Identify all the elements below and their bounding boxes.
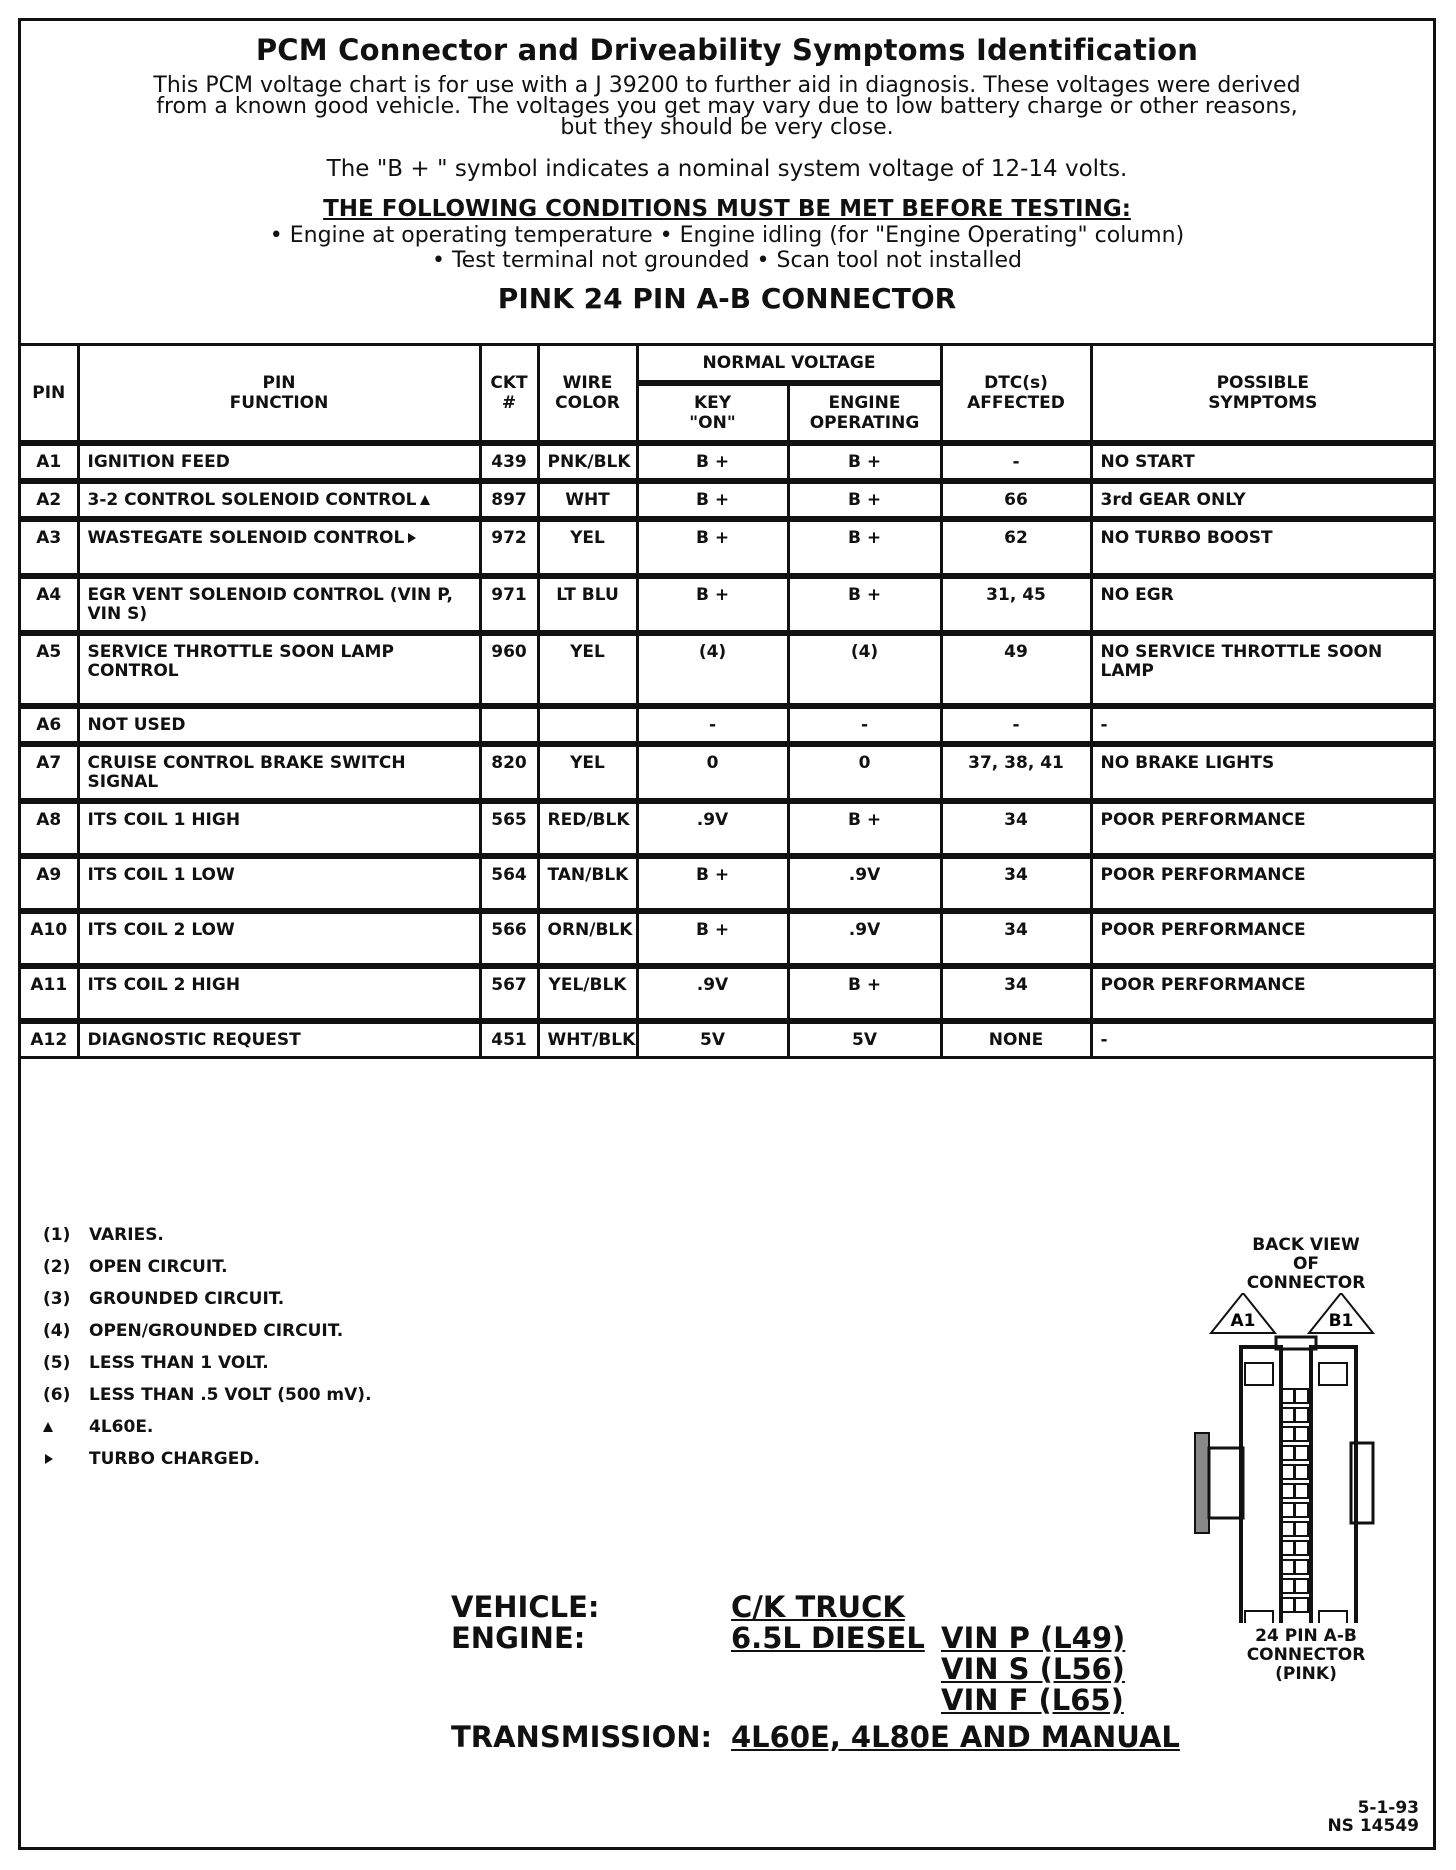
connector-figure xyxy=(1191,1236,1421,1684)
vehicle-value: C/K TRUCK xyxy=(731,1590,905,1624)
cell-pin: A2 xyxy=(21,481,78,519)
cavity-large xyxy=(1245,1363,1273,1385)
pin-cavity xyxy=(1295,1484,1308,1498)
pin-cavity xyxy=(1295,1541,1308,1555)
cell-wire: RED/BLK xyxy=(538,801,637,856)
cell-pin: A6 xyxy=(21,706,78,744)
cell-dtc: 34 xyxy=(941,801,1091,856)
pin-cavity xyxy=(1295,1503,1308,1517)
cell-function: 3-2 CONTROL SOLENOID CONTROL xyxy=(78,481,480,519)
cell-wire: TAN/BLK xyxy=(538,856,637,911)
table-row xyxy=(21,633,1433,706)
cell-key-on: B + xyxy=(637,481,788,519)
intro-line: but they should be very close. xyxy=(560,115,894,140)
cell-key-on: B + xyxy=(637,856,788,911)
vin-p: VIN P (L49) xyxy=(941,1621,1126,1655)
cell-engine: B + xyxy=(788,966,941,1021)
cell-ckt: 564 xyxy=(480,856,538,911)
note-text: OPEN CIRCUIT. xyxy=(89,1257,228,1277)
table-row xyxy=(21,706,1433,744)
cell-pin: A9 xyxy=(21,856,78,911)
intro-line: from a known good vehicle. The voltages you get may vary due to low battery charge or other reasons, xyxy=(156,94,1298,119)
note-item xyxy=(43,1443,372,1475)
cell-pin: A10 xyxy=(21,911,78,966)
cell-ckt: 897 xyxy=(480,481,538,519)
note-mark: (4) xyxy=(43,1321,71,1341)
cell-function: IGNITION FEED xyxy=(78,443,480,481)
col-header-engine-operating: ENGINE OPERATING xyxy=(788,383,941,443)
cell-engine: (4) xyxy=(788,633,941,706)
vin-f: VIN F (L65) xyxy=(941,1683,1124,1717)
col-header-function: PIN FUNCTION xyxy=(78,346,480,443)
pin-cavity xyxy=(1295,1446,1308,1460)
pin-cavity xyxy=(1295,1560,1308,1574)
conditions-line: • Test terminal not grounded • Scan tool not installed xyxy=(431,248,1022,273)
vehicle-label: VEHICLE: xyxy=(451,1590,600,1624)
note-item xyxy=(43,1379,372,1411)
cell-key-on: .9V xyxy=(637,966,788,1021)
transmission-value: 4L60E, 4L80E AND MANUAL xyxy=(731,1720,1180,1754)
cell-key-on: - xyxy=(637,706,788,744)
cell-ckt: 565 xyxy=(480,801,538,856)
note-text: LESS THAN 1 VOLT. xyxy=(89,1353,269,1373)
cell-symptom: NO SERVICE THROTTLE SOON LAMP xyxy=(1091,633,1433,706)
arrow-icon xyxy=(43,1443,89,1475)
note-text: VARIES. xyxy=(89,1225,164,1245)
col-header-normal-voltage: NORMAL VOLTAGE xyxy=(637,346,941,383)
cell-engine: 0 xyxy=(788,744,941,801)
cell-function: NOT USED xyxy=(78,706,480,744)
note-text: 4L60E. xyxy=(89,1417,154,1437)
note-mark: (2) xyxy=(43,1257,71,1277)
cell-dtc: 66 xyxy=(941,481,1091,519)
cell-function: WASTEGATE SOLENOID CONTROL xyxy=(78,519,480,576)
col-header-symptoms: POSSIBLE SYMPTOMS xyxy=(1091,346,1433,443)
note-item xyxy=(43,1411,372,1443)
cell-dtc: - xyxy=(941,443,1091,481)
page-frame xyxy=(18,18,1436,1850)
cell-engine: 5V xyxy=(788,1021,941,1058)
cell-wire: WHT xyxy=(538,481,637,519)
col-header-wire: WIRE COLOR xyxy=(538,346,637,443)
connector-body-right xyxy=(1311,1347,1356,1623)
cell-ckt xyxy=(480,706,538,744)
cell-pin: A5 xyxy=(21,633,78,706)
cell-symptom: POOR PERFORMANCE xyxy=(1091,911,1433,966)
engine-label: ENGINE: xyxy=(451,1621,586,1655)
cell-wire: PNK/BLK xyxy=(538,443,637,481)
cell-key-on: .9V xyxy=(637,801,788,856)
pin-cavity xyxy=(1295,1522,1308,1536)
pin-table xyxy=(21,346,1433,1059)
cell-engine: B + xyxy=(788,519,941,576)
table-row xyxy=(21,856,1433,911)
connector-side-tab xyxy=(1195,1433,1209,1533)
b1-label: B1 xyxy=(1328,1311,1354,1331)
a1-label: A1 xyxy=(1230,1311,1256,1331)
cell-symptom: - xyxy=(1091,706,1433,744)
cell-ckt: 566 xyxy=(480,911,538,966)
cell-pin: A4 xyxy=(21,576,78,633)
table-row xyxy=(21,966,1433,1021)
cell-symptom: POOR PERFORMANCE xyxy=(1091,966,1433,1021)
table-row xyxy=(21,801,1433,856)
cell-symptom: 3rd GEAR ONLY xyxy=(1091,481,1433,519)
triangle-icon xyxy=(43,1411,89,1443)
note-item xyxy=(43,1219,372,1251)
pin-cavity xyxy=(1295,1427,1308,1441)
cell-ckt: 567 xyxy=(480,966,538,1021)
cell-key-on: 5V xyxy=(637,1021,788,1058)
note-mark: (5) xyxy=(43,1353,71,1373)
pin-cavity xyxy=(1295,1579,1308,1593)
cell-engine: .9V xyxy=(788,911,941,966)
pin-cavity xyxy=(1295,1389,1308,1403)
note-text: TURBO CHARGED. xyxy=(89,1449,260,1469)
cell-pin: A3 xyxy=(21,519,78,576)
connector-caption-bottom: 24 PIN A-B CONNECTOR (PINK) xyxy=(1246,1626,1366,1684)
connector-diagram xyxy=(1191,1293,1421,1623)
cell-function: ITS COIL 1 HIGH xyxy=(78,801,480,856)
notes-list xyxy=(43,1219,372,1475)
cell-function: CRUISE CONTROL BRAKE SWITCH SIGNAL xyxy=(78,744,480,801)
note-mark: (3) xyxy=(43,1289,71,1309)
connector-caption-top: BACK VIEW OF CONNECTOR xyxy=(1246,1235,1366,1293)
header xyxy=(21,21,1433,315)
pin-cavity xyxy=(1295,1408,1308,1422)
cell-ckt: 971 xyxy=(480,576,538,633)
table-row xyxy=(21,443,1433,481)
connector-body-left xyxy=(1241,1347,1281,1623)
note-text: GROUNDED CIRCUIT. xyxy=(89,1289,285,1309)
connector-side-clip xyxy=(1209,1448,1243,1518)
cell-ckt: 972 xyxy=(480,519,538,576)
intro-text xyxy=(79,75,1375,138)
pin-cavities xyxy=(1281,1389,1308,1612)
cell-dtc: 49 xyxy=(941,633,1091,706)
footer-doc-id: NS 14549 xyxy=(1327,1816,1419,1836)
cell-function: ITS COIL 1 LOW xyxy=(78,856,480,911)
pin-cavity xyxy=(1295,1465,1308,1479)
triangle-icon xyxy=(420,495,430,505)
cell-function: EGR VENT SOLENOID CONTROL (VIN P, VIN S) xyxy=(78,576,480,633)
note-item xyxy=(43,1347,372,1379)
cell-ckt: 960 xyxy=(480,633,538,706)
cell-wire: ORN/BLK xyxy=(538,911,637,966)
cell-key-on: (4) xyxy=(637,633,788,706)
conditions-heading: THE FOLLOWING CONDITIONS MUST BE MET BEFORE TESTING: xyxy=(323,196,1131,222)
cell-ckt: 820 xyxy=(480,744,538,801)
cavity-large xyxy=(1319,1611,1347,1623)
note-item xyxy=(43,1315,372,1347)
cell-symptom: POOR PERFORMANCE xyxy=(1091,801,1433,856)
note-item xyxy=(43,1251,372,1283)
cell-symptom: NO BRAKE LIGHTS xyxy=(1091,744,1433,801)
cell-key-on: 0 xyxy=(637,744,788,801)
cavity-large xyxy=(1319,1363,1347,1385)
table-row xyxy=(21,576,1433,633)
cell-function: SERVICE THROTTLE SOON LAMP CONTROL xyxy=(78,633,480,706)
cell-ckt: 439 xyxy=(480,443,538,481)
cell-engine: - xyxy=(788,706,941,744)
cell-wire: YEL xyxy=(538,633,637,706)
connector-title: PINK 24 PIN A-B CONNECTOR xyxy=(497,282,957,315)
cell-key-on: B + xyxy=(637,519,788,576)
footer-date: 5-1-93 xyxy=(1357,1798,1419,1818)
arrow-icon xyxy=(408,533,416,543)
note-item xyxy=(43,1283,372,1315)
table-row xyxy=(21,481,1433,519)
page-title: PCM Connector and Driveability Symptoms Identification xyxy=(255,33,1199,67)
cell-key-on: B + xyxy=(637,443,788,481)
cell-pin: A12 xyxy=(21,1021,78,1058)
cell-dtc: 37, 38, 41 xyxy=(941,744,1091,801)
cell-dtc: 34 xyxy=(941,856,1091,911)
table-row xyxy=(21,911,1433,966)
table-row xyxy=(21,519,1433,576)
col-header-key-on: KEY "ON" xyxy=(637,383,788,443)
cell-wire: YEL xyxy=(538,744,637,801)
footer xyxy=(1327,1799,1419,1835)
cell-function: ITS COIL 2 HIGH xyxy=(78,966,480,1021)
cell-symptom: NO TURBO BOOST xyxy=(1091,519,1433,576)
cell-symptom: NO EGR xyxy=(1091,576,1433,633)
cell-wire xyxy=(538,706,637,744)
col-header-ckt: CKT # xyxy=(480,346,538,443)
intro-line: This PCM voltage chart is for use with a J 39200 to further aid in diagnosis. These voltages were derived xyxy=(153,73,1301,98)
vin-s: VIN S (L56) xyxy=(941,1652,1125,1686)
cell-pin: A8 xyxy=(21,801,78,856)
cell-wire: WHT/BLK xyxy=(538,1021,637,1058)
engine-value: 6.5L DIESEL xyxy=(731,1621,925,1655)
pin-cavity xyxy=(1295,1598,1308,1612)
cell-engine: .9V xyxy=(788,856,941,911)
col-header-pin: PIN xyxy=(21,346,78,443)
cell-symptom: POOR PERFORMANCE xyxy=(1091,856,1433,911)
cell-ckt: 451 xyxy=(480,1021,538,1058)
cell-engine: B + xyxy=(788,481,941,519)
cell-dtc: 62 xyxy=(941,519,1091,576)
cell-wire: LT BLU xyxy=(538,576,637,633)
cell-dtc: NONE xyxy=(941,1021,1091,1058)
table-row xyxy=(21,744,1433,801)
cell-pin: A1 xyxy=(21,443,78,481)
cell-function: DIAGNOSTIC REQUEST xyxy=(78,1021,480,1058)
conditions-line: • Engine at operating temperature • Engine idling (for "Engine Operating" column) xyxy=(269,223,1185,248)
cell-dtc: 34 xyxy=(941,966,1091,1021)
note-mark: (6) xyxy=(43,1385,71,1405)
bplus-note: The "B + " symbol indicates a nominal system voltage of 12-14 volts. xyxy=(326,156,1128,182)
cell-key-on: B + xyxy=(637,911,788,966)
cell-function: ITS COIL 2 LOW xyxy=(78,911,480,966)
cell-pin: A11 xyxy=(21,966,78,1021)
cell-dtc: 34 xyxy=(941,911,1091,966)
cell-pin: A7 xyxy=(21,744,78,801)
cell-dtc: 31, 45 xyxy=(941,576,1091,633)
cell-wire: YEL/BLK xyxy=(538,966,637,1021)
cell-engine: B + xyxy=(788,576,941,633)
col-header-dtc: DTC(s) AFFECTED xyxy=(941,346,1091,443)
note-text: OPEN/GROUNDED CIRCUIT. xyxy=(89,1321,344,1341)
cell-symptom: NO START xyxy=(1091,443,1433,481)
cell-wire: YEL xyxy=(538,519,637,576)
cell-dtc: - xyxy=(941,706,1091,744)
cell-engine: B + xyxy=(788,801,941,856)
note-text: LESS THAN .5 VOLT (500 mV). xyxy=(89,1385,372,1405)
cell-engine: B + xyxy=(788,443,941,481)
table-row xyxy=(21,1021,1433,1058)
transmission-label: TRANSMISSION: xyxy=(451,1720,713,1754)
note-mark: (1) xyxy=(43,1225,71,1245)
cell-symptom: - xyxy=(1091,1021,1433,1058)
cell-key-on: B + xyxy=(637,576,788,633)
cavity-large xyxy=(1245,1611,1273,1623)
